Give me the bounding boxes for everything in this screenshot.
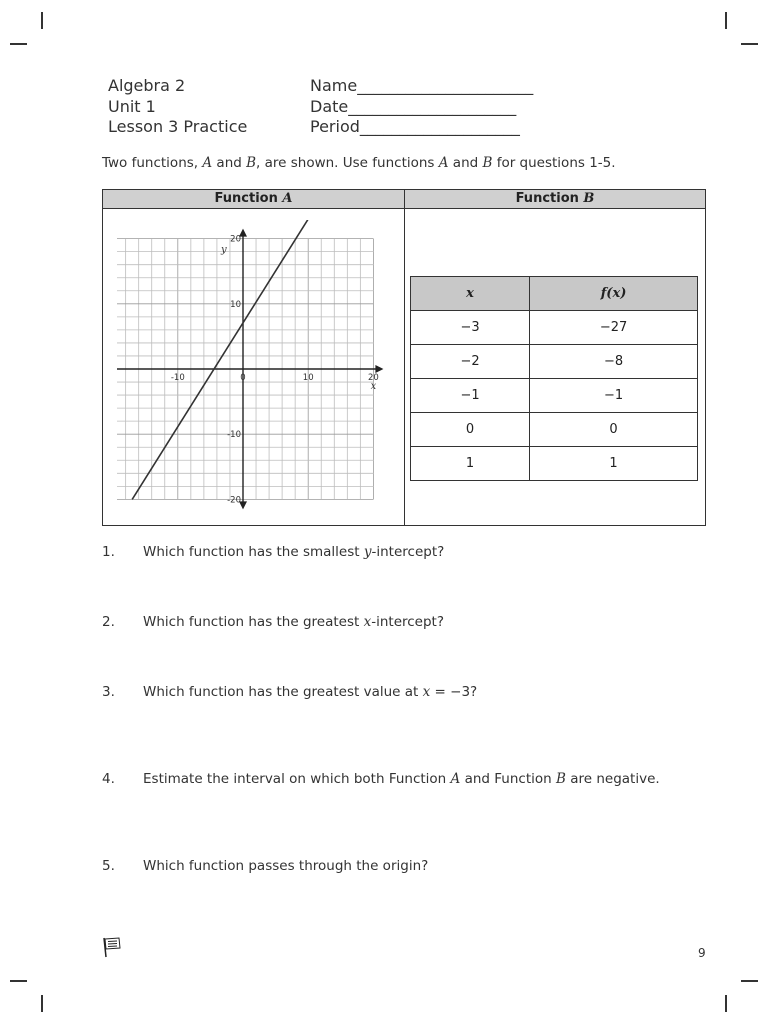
crop-mark <box>741 43 758 45</box>
table-row <box>411 311 698 345</box>
y-tick-label: 10 <box>230 299 241 310</box>
intro-text: Two functions, A and B, are shown. Use functions A and B for questions 1-5. <box>102 155 616 171</box>
crop-mark <box>741 980 758 982</box>
x-cell: −2 <box>411 345 530 379</box>
x-cell: −1 <box>411 379 530 413</box>
crop-mark <box>41 995 43 1012</box>
x-tick-label: 20 <box>367 373 379 383</box>
x-cell: −3 <box>411 311 530 345</box>
name-field[interactable]: Name______________________ <box>310 76 534 95</box>
x-tick-label: 10 <box>302 373 314 383</box>
column-header-fx: f(x) <box>530 277 698 311</box>
table-row <box>411 413 698 447</box>
x-axis-arrow <box>375 365 383 373</box>
crop-mark <box>10 43 27 45</box>
question-1: 1. Which function has the smallest y-intercept? <box>102 544 445 560</box>
function-b-header: Function B <box>405 190 705 209</box>
crop-mark <box>725 995 727 1012</box>
table-header-row <box>411 277 698 311</box>
question-4: 4. Estimate the interval on which both Function A and Function B are negative. <box>102 771 660 787</box>
question-5: 5. Which function passes through the origin? <box>102 858 429 874</box>
course-title: Algebra 2 <box>108 76 186 95</box>
question-2: 2. Which function has the greatest x-intercept? <box>102 614 445 630</box>
column-header-x: x <box>411 277 530 311</box>
x-cell: 0 <box>411 413 530 447</box>
period-field[interactable]: Period____________________ <box>310 117 520 136</box>
table-row <box>411 379 698 413</box>
question-3: 3. Which function has the greatest value at x = −3? <box>102 684 478 700</box>
table-row <box>411 447 698 481</box>
function-a-graph <box>117 220 393 510</box>
fx-cell: 0 <box>530 413 698 447</box>
page-number: 9 <box>698 946 706 960</box>
x-tick-label: -10 <box>170 373 185 383</box>
fx-cell: −27 <box>530 311 698 345</box>
date-field[interactable]: Date_____________________ <box>310 96 517 116</box>
y-axis-label: y <box>221 244 227 256</box>
publisher-logo-icon <box>102 936 122 958</box>
x-tick-label: 0 <box>240 373 246 383</box>
student-fields <box>310 76 533 138</box>
crop-mark <box>725 12 727 29</box>
unit-label: Unit 1 <box>108 96 156 116</box>
y-tick-label: 20 <box>230 234 241 245</box>
course-info <box>108 76 247 138</box>
crop-mark <box>41 12 43 29</box>
fx-cell: −8 <box>530 345 698 379</box>
y-tick-label: -20 <box>227 495 241 506</box>
x-axis-label: x <box>370 381 377 392</box>
fx-cell: −1 <box>530 379 698 413</box>
x-cell: 1 <box>411 447 530 481</box>
functions-table <box>102 189 706 526</box>
column-divider <box>404 190 405 525</box>
function-b-table <box>410 276 698 481</box>
table-row <box>411 345 698 379</box>
crop-mark <box>10 980 27 982</box>
y-tick-label: -10 <box>227 430 241 441</box>
fx-cell: 1 <box>530 447 698 481</box>
lesson-label: Lesson 3 Practice <box>108 117 248 136</box>
function-a-header: Function A <box>103 190 404 209</box>
